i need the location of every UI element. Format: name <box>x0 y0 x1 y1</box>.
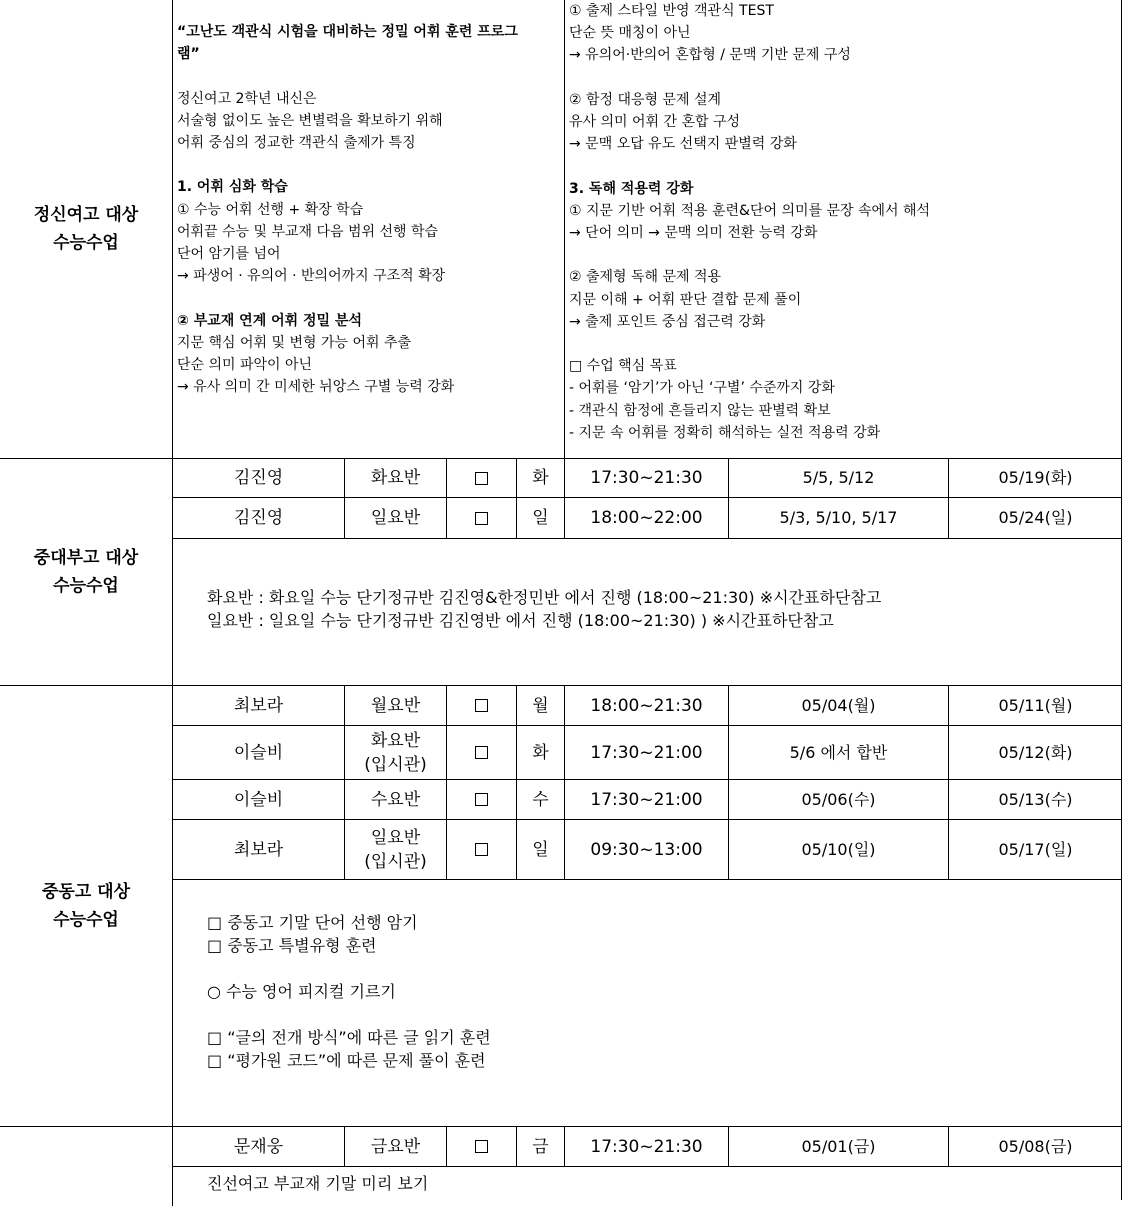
program-left-line <box>177 287 564 309</box>
dates-cell <box>728 458 948 497</box>
program-right-line <box>569 244 1122 266</box>
note-line: □ 중동고 기말 단어 선행 암기 <box>207 913 418 932</box>
day-text: 일 <box>532 508 549 528</box>
note-line: □ 중동고 특별유형 훈련 <box>207 936 377 955</box>
enroll-checkbox[interactable] <box>475 1140 488 1153</box>
teacher-text: 이슬비 <box>233 789 284 810</box>
teacher-text: 최보라 <box>233 839 284 860</box>
start-date-text: 05/17(일) <box>998 839 1073 859</box>
section-label-line1: 중대부고 대상 <box>33 548 139 568</box>
enroll-checkbox[interactable] <box>475 746 488 759</box>
time-text: 18:00~22:00 <box>590 508 703 528</box>
time-text: 18:00~21:30 <box>590 695 703 716</box>
program-right-line: ② 출제형 독해 문제 적용 <box>569 269 722 286</box>
dates-text: 5/5, 5/12 <box>802 468 875 487</box>
section-label-jinseon <box>0 1126 172 1206</box>
teacher-cell <box>172 497 344 538</box>
section-label-line2: 수능수업 <box>53 232 119 253</box>
day-text: 수 <box>532 789 549 810</box>
time-cell <box>564 725 728 779</box>
section-label-line1: 중동고 대상 <box>41 882 131 902</box>
class-location: (입시관) <box>364 754 427 775</box>
start-date-text: 05/08(금) <box>998 1136 1073 1156</box>
time-cell <box>564 1126 728 1166</box>
dates-cell <box>728 497 948 538</box>
class-name: 수요반 <box>370 789 421 810</box>
start-date-text: 05/12(화) <box>998 742 1073 762</box>
program-right-line: → 문맥 오답 유도 선택지 판별력 강화 <box>569 136 797 153</box>
class-name: 금요반 <box>370 1136 421 1157</box>
program-left-line <box>177 154 564 176</box>
program-left-line: 어휘 중심의 정교한 객관식 출제가 특징 <box>177 135 416 151</box>
jungdae-notes <box>172 538 1122 685</box>
dates-cell <box>728 685 948 725</box>
program-right-line: 단순 뜻 매칭이 아닌 <box>569 25 691 42</box>
program-description-right <box>564 0 1122 458</box>
day-text: 금 <box>532 1136 549 1157</box>
program-left-line: 단어 암기를 넘어 <box>177 246 281 262</box>
start-date-cell <box>948 779 1122 819</box>
day-cell <box>516 685 564 725</box>
checkbox-cell[interactable] <box>446 819 516 879</box>
teacher-cell <box>172 458 344 497</box>
day-text: 화 <box>532 468 549 488</box>
program-right-line <box>569 155 1122 177</box>
program-right-line: ① 출제 스타일 반영 객관식 TEST <box>569 3 774 19</box>
dates-cell <box>728 819 948 879</box>
section-label-line1: 정신여고 대상 <box>33 204 139 225</box>
start-date-cell <box>948 458 1122 497</box>
program-right-line: - 어휘를 ‘암기’가 아닌 ‘구별’ 수준까지 강화 <box>569 380 835 397</box>
program-left-line: → 파생어 · 유의어 · 반의어까지 구조적 확장 <box>177 268 446 285</box>
program-right-line: → 유의어·반의어 혼합형 / 문맥 기반 문제 구성 <box>569 47 851 64</box>
class-name: 화요반 <box>370 730 421 751</box>
program-right-line: ① 지문 기반 어휘 적용 훈련&단어 의미를 문장 속에서 해석 <box>569 202 931 219</box>
dates-text: 05/06(수) <box>801 789 876 809</box>
program-left-line: 지문 핵심 어휘 및 변형 가능 어휘 추출 <box>177 334 412 351</box>
jinseon-notes <box>172 1166 1122 1206</box>
teacher-cell <box>172 1126 344 1166</box>
time-text: 17:30~21:00 <box>590 742 703 763</box>
program-left-line: 램” <box>177 46 200 63</box>
time-cell <box>564 819 728 879</box>
dates-cell <box>728 779 948 819</box>
program-left-line: ② 부교재 연계 어휘 정밀 분석 <box>177 312 362 329</box>
note-line: ○ 수능 영어 피지컬 기르기 <box>207 982 396 1001</box>
class-cell <box>344 725 446 779</box>
time-cell <box>564 497 728 538</box>
time-cell <box>564 779 728 819</box>
time-cell <box>564 685 728 725</box>
program-right-line: □ 수업 핵심 목표 <box>569 358 677 375</box>
program-left-line: 정신여고 2학년 내신은 <box>177 90 317 107</box>
day-text: 일 <box>532 839 549 860</box>
teacher-cell <box>172 819 344 879</box>
time-cell <box>564 458 728 497</box>
teacher-cell <box>172 685 344 725</box>
section-label-jungdae <box>0 458 172 685</box>
day-cell <box>516 497 564 538</box>
time-text: 17:30~21:30 <box>590 1136 703 1157</box>
start-date-text: 05/19(화) <box>998 468 1073 487</box>
day-cell <box>516 458 564 497</box>
dates-cell <box>728 725 948 779</box>
enroll-checkbox[interactable] <box>475 472 488 485</box>
program-left-line: 단순 의미 파악이 아닌 <box>177 357 313 373</box>
program-left-line: 서술형 없이도 높은 변별력을 확보하기 위해 <box>177 112 443 129</box>
class-name: 일요반 <box>370 508 421 528</box>
enroll-checkbox[interactable] <box>475 699 488 712</box>
class-name: 일요반 <box>370 827 421 848</box>
teacher-text: 김진영 <box>233 468 284 488</box>
teacher-cell <box>172 779 344 819</box>
class-name: 화요반 <box>370 468 421 488</box>
note-line: 화요반 : 화요일 수능 단기정규반 김진영&한정민반 에서 진행 (18:00~21:30) ※시간표하단참고 <box>207 588 882 607</box>
start-date-cell <box>948 497 1122 538</box>
time-text: 09:30~13:00 <box>590 839 703 860</box>
enroll-checkbox[interactable] <box>475 512 488 525</box>
program-left-line <box>177 65 564 87</box>
teacher-text: 이슬비 <box>233 742 284 763</box>
note-line: 진선여고 부교재 기말 미리 보기 <box>207 1174 429 1193</box>
dates-text: 5/6 에서 합반 <box>789 742 888 762</box>
class-name: 월요반 <box>370 695 421 716</box>
day-cell <box>516 1126 564 1166</box>
class-cell <box>344 685 446 725</box>
section-label-jeongsin <box>0 0 172 458</box>
dates-text: 05/04(월) <box>801 695 876 715</box>
section-label-line2: 수능수업 <box>53 576 119 596</box>
day-cell <box>516 779 564 819</box>
start-date-text: 05/13(수) <box>998 789 1073 809</box>
checkbox-cell[interactable] <box>446 779 516 819</box>
program-right-line <box>569 333 1122 355</box>
section-label-jungdong <box>0 685 172 1126</box>
time-text: 17:30~21:30 <box>590 468 703 488</box>
note-line: □ “평가원 코드”에 따른 문제 풀이 훈련 <box>207 1051 486 1070</box>
day-text: 월 <box>532 695 549 716</box>
teacher-text: 김진영 <box>233 508 284 528</box>
program-right-line: 지문 이해 + 어휘 판단 결합 문제 풀이 <box>569 291 802 308</box>
checkbox-cell[interactable] <box>446 685 516 725</box>
program-left-line: 어휘끝 수능 및 부교재 다음 범위 선행 학습 <box>177 223 439 240</box>
dates-cell <box>728 1126 948 1166</box>
section-label-line2: 수능수업 <box>53 910 119 930</box>
note-line <box>207 1003 1122 1026</box>
teacher-text: 최보라 <box>233 695 284 716</box>
program-right-line: → 출제 포인트 중심 접근력 강화 <box>569 313 766 330</box>
jungdong-notes <box>172 879 1122 1126</box>
class-location: (입시관) <box>364 851 427 872</box>
program-description-left <box>172 0 564 458</box>
checkbox-cell[interactable] <box>446 725 516 779</box>
checkbox-cell[interactable] <box>446 497 516 538</box>
dates-text: 05/01(금) <box>801 1136 876 1156</box>
checkbox-cell[interactable] <box>446 1126 516 1166</box>
program-left-line: → 유사 의미 간 미세한 뉘앙스 구별 능력 강화 <box>177 379 455 396</box>
day-text: 화 <box>532 742 549 763</box>
class-cell <box>344 497 446 538</box>
dates-text: 05/10(일) <box>801 839 876 859</box>
time-text: 17:30~21:00 <box>590 789 703 810</box>
note-line: 일요반 : 일요일 수능 단기정규반 김진영반 에서 진행 (18:00~21:30) ) ※시간표하단참고 <box>207 611 834 630</box>
program-right-line: - 지문 속 어휘를 정확히 해석하는 실전 적용력 강화 <box>569 424 881 441</box>
start-date-cell <box>948 725 1122 779</box>
program-right-line: → 단어 의미 → 문맥 의미 전환 능력 강화 <box>569 225 818 241</box>
start-date-cell <box>948 1126 1122 1166</box>
note-line: □ “글의 전개 방식”에 따른 글 읽기 훈련 <box>207 1028 491 1047</box>
teacher-cell <box>172 725 344 779</box>
program-right-line: 유사 의미 어휘 간 혼합 구성 <box>569 114 741 130</box>
start-date-cell <box>948 819 1122 879</box>
teacher-text: 문재웅 <box>233 1136 284 1157</box>
note-line <box>207 957 1122 980</box>
program-right-line: 3. 독해 적용력 강화 <box>569 180 694 197</box>
program-left-line: ① 수능 어휘 선행 + 확장 학습 <box>177 201 364 218</box>
start-date-text: 05/24(일) <box>998 508 1073 527</box>
enroll-checkbox[interactable] <box>475 843 488 856</box>
start-date-text: 05/11(월) <box>998 695 1073 715</box>
class-cell <box>344 779 446 819</box>
class-cell <box>344 819 446 879</box>
program-right-line: - 객관식 함정에 흔들리지 않는 판별력 확보 <box>569 402 831 419</box>
day-cell <box>516 819 564 879</box>
program-right-line: ② 함정 대응형 문제 설계 <box>569 91 722 108</box>
program-left-line: 1. 어휘 심화 학습 <box>177 179 288 196</box>
program-left-line: “고난도 객관식 시험을 대비하는 정밀 어휘 훈련 프로그 <box>177 24 518 40</box>
class-cell <box>344 458 446 497</box>
checkbox-cell[interactable] <box>446 458 516 497</box>
day-cell <box>516 725 564 779</box>
program-right-line <box>569 67 1122 89</box>
enroll-checkbox[interactable] <box>475 793 488 806</box>
dates-text: 5/3, 5/10, 5/17 <box>779 508 898 527</box>
class-cell <box>344 1126 446 1166</box>
start-date-cell <box>948 685 1122 725</box>
